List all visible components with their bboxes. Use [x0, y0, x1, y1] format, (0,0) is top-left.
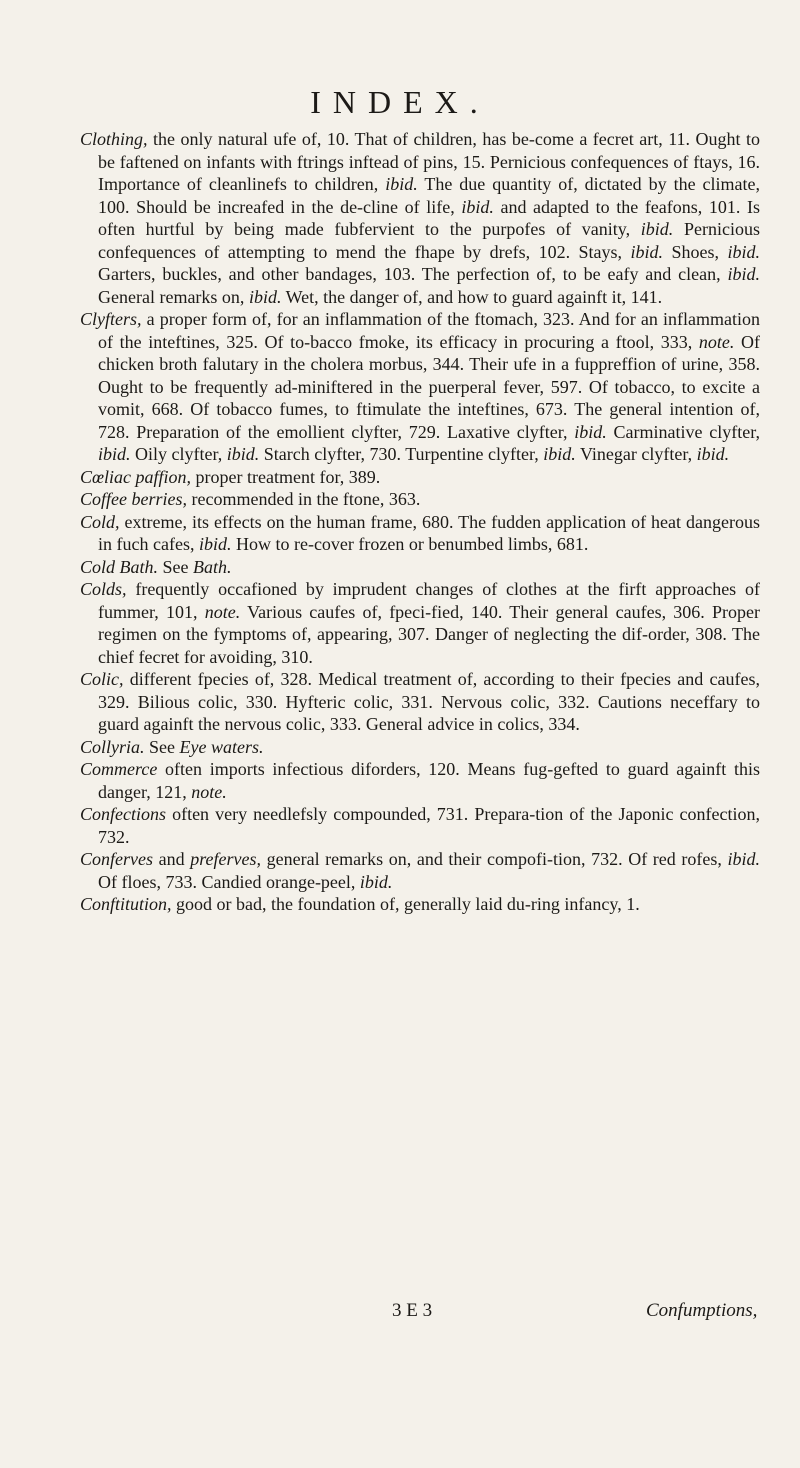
- index-entry: [80, 893, 760, 916]
- entry-text: Of floes, 733. Candied orange-peel,: [98, 871, 360, 892]
- entry-text: good or bad, the foundation of, generally laid du-ring infancy, 1.: [171, 894, 640, 914]
- index-entry: [80, 668, 760, 736]
- entry-text: See: [144, 736, 180, 757]
- entry-term: Coffee berries,: [80, 489, 187, 509]
- entry-term: Clyfters,: [80, 309, 142, 329]
- entry-term: Cold,: [80, 511, 120, 532]
- entry-text: ibid.: [98, 444, 131, 464]
- entry-text: ibid.: [226, 444, 260, 464]
- entry-text: The due quantity of, dictated by the climate, 100. Should be increafed in the de-cline of life,: [98, 174, 760, 217]
- entry-text: and adapted to the feafons, 101. Is often hurtful by being made fubfervient to the purpofes of vanity,: [98, 196, 760, 239]
- entry-text: frequently occafioned by imprudent changes of clothes at the firft approaches of fummer, 101,: [98, 579, 760, 622]
- entry-text: Bath.: [193, 556, 232, 577]
- page-header: INDEX.: [310, 84, 490, 120]
- entry-text: ibid.: [630, 241, 664, 262]
- entry-term: Conferves: [80, 849, 153, 869]
- entry-text: often imports infectious diforders, 120. Means fug-gefted to guard againft this danger, 121,: [98, 759, 760, 802]
- entry-text: note.: [204, 601, 241, 622]
- entry-text: general remarks on, and their compofi-tion, 732. Of red rofes,: [261, 849, 728, 869]
- entry-text: General remarks on,: [98, 286, 249, 307]
- entry-term: Cœliac paffion,: [80, 466, 192, 487]
- entry-text: ibid.: [727, 849, 760, 869]
- entry-text: Carminative clyfter,: [606, 421, 760, 442]
- index-entry: [80, 308, 760, 466]
- entry-text: Starch clyfter, 730. Turpentine clyfter,: [259, 444, 544, 464]
- entry-text: different fpecies of, 328. Medical treatment of, according to their fpecies and caufes, 329. Bilious colic, 330. Hyfteric colic, 331. Nervous colic, 332. Cautions neceffary to guard againft the nervous colic, 333. General advice in colics, 334.: [98, 669, 760, 734]
- entry-text: ibid.: [574, 421, 607, 442]
- entry-text: Eye waters.: [179, 736, 264, 757]
- entry-text: ibid.: [461, 196, 494, 217]
- entry-term: Commerce: [80, 759, 158, 779]
- entry-term: Cold Bath.: [80, 556, 159, 577]
- entry-text: ibid.: [359, 871, 393, 892]
- entry-text: and: [152, 849, 191, 869]
- entry-text: ibid.: [248, 286, 282, 307]
- entry-text: See: [158, 556, 194, 577]
- entry-text: often very needlefsly compounded, 731. Prepara-tion of the Japonic confection, 732.: [98, 804, 760, 847]
- entry-text: ibid.: [640, 219, 674, 239]
- entry-text: the only natural ufe of, 10. That of children, has be-come a fecret art, 11. Ought to be faftened on infants with ftrings inftead of pins, 15. Pernicious confequences of ftays, 16. Importance of cleanlinefs to children,: [98, 129, 760, 194]
- entry-text: Vinegar clyfter,: [575, 444, 697, 464]
- index-entry: [80, 578, 760, 668]
- entry-text: Garters, buckles, and other bandages, 103. The perfection of, to be eafy and clean,: [98, 264, 728, 284]
- entry-term: Conftitution,: [80, 894, 172, 914]
- entry-text: Pernicious confequences of attempting to mend the fhape by drefs, 102. Stays,: [98, 219, 760, 262]
- index-entry: [80, 736, 760, 759]
- index-entry: [80, 511, 760, 556]
- entry-text: ibid.: [385, 174, 418, 194]
- index-entry: [80, 803, 760, 848]
- index-entry: [80, 758, 760, 803]
- entry-text: extreme, its effects on the human frame, 680. The fudden application of heat dangerous in fuch cafes,: [98, 511, 760, 554]
- index-entry: [80, 556, 760, 579]
- entry-text: ibid.: [696, 444, 730, 464]
- entry-text: recommended in the ftone, 363.: [186, 489, 421, 509]
- entry-text: ibid.: [727, 264, 760, 284]
- index-entry: [80, 848, 760, 893]
- entry-text: How to re-cover frozen or benumbed limbs, 681.: [231, 534, 589, 554]
- entry-term: Clothing,: [80, 129, 148, 149]
- entry-term: Colds,: [80, 579, 127, 599]
- entry-text: preferves,: [190, 849, 261, 869]
- entry-text: note.: [191, 781, 227, 802]
- entry-text: Wet, the danger of, and how to guard againft it, 141.: [281, 286, 663, 307]
- entry-term: Colic,: [80, 669, 124, 689]
- entry-text: Of chicken broth falutary in the cholera morbus, 344. Their ufe in a fuppreffion of urine, 358. Ought to be frequently ad-miniftered in the puerperal fever, 597. Of tobacco, to excite a vomit, 668. Of tobacco fumes, to ftimulate the inteftines, 673. The general intention of, 728. Preparation of the emollient clyfter, 729. Laxative clyfter,: [98, 331, 761, 442]
- entry-text: note.: [698, 331, 735, 352]
- entry-text: Oily clyfter,: [130, 444, 227, 464]
- entry-term: Collyria.: [80, 736, 145, 757]
- entry-text: a proper form of, for an inflammation of the ftomach, 323. And for an inflammation of the inteftines, 325. Of to-bacco fmoke, its efficacy in procuring a ftool, 333,: [98, 309, 760, 352]
- entry-text: Various caufes of, fpeci-fied, 140. Their general caufes, 306. Proper regimen on the fymptoms of, appearing, 307. Danger of neglecting the dif-order, 308. The chief fecret for avoiding, 310.: [98, 601, 761, 667]
- entry-text: ibid.: [727, 241, 760, 262]
- index-entry: [80, 466, 760, 489]
- page-footer: [0, 1300, 800, 1330]
- entry-text: ibid.: [543, 444, 576, 464]
- entry-text: proper treatment for, 389.: [191, 466, 381, 487]
- signature-mark: 3 E 3: [392, 1300, 433, 1321]
- index-entry: [80, 128, 760, 308]
- catchword: Confumptions,: [646, 1300, 758, 1321]
- entry-term: Confections: [80, 804, 166, 824]
- index-entry: [80, 488, 760, 511]
- index-entries: [80, 128, 760, 916]
- entry-text: Shoes,: [663, 241, 728, 262]
- entry-text: ibid.: [198, 534, 232, 554]
